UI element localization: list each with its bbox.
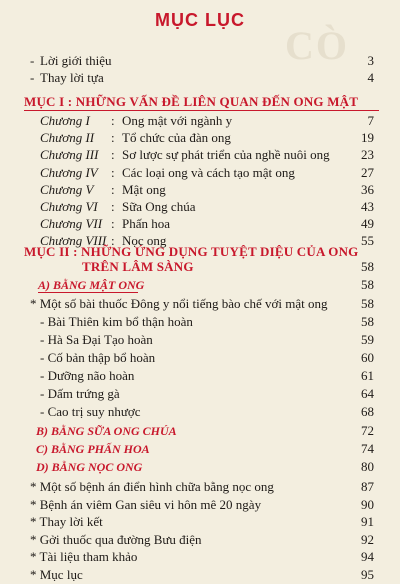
toc-entry-text: - Bài Thiên kim bổ thận hoàn: [40, 314, 193, 329]
toc-entry-page: 94: [361, 549, 374, 564]
chapter-colon: :: [111, 181, 115, 197]
page-title: MỤC LỤC: [155, 10, 245, 30]
toc-entry-text: * Tài liệu tham khảo: [30, 549, 138, 564]
toc-entry-text: Sơ lược sự phát triển của nghề nuôi ong: [122, 147, 330, 163]
chapter-label: Chương VI: [40, 199, 98, 214]
toc-entry-text: Lời giới thiệu: [40, 53, 112, 68]
toc-entry[interactable]: [0, 69, 400, 87]
toc-entry-text: Phấn hoa: [122, 216, 171, 232]
chapter-label: Chương II: [40, 130, 95, 146]
toc-entry-page: 60: [361, 350, 374, 365]
remedy-entry[interactable]: [0, 385, 400, 403]
toc-entry-page: 95: [361, 566, 374, 582]
toc-entry-page: 7: [367, 113, 374, 128]
toc-entry-page: 43: [361, 199, 374, 214]
toc-entry-page: 58: [361, 277, 374, 292]
remedy-entry[interactable]: [0, 367, 400, 385]
toc-entry-page: 49: [361, 216, 374, 232]
toc-entry-text: * Thay lời kết: [30, 514, 103, 529]
part-heading-text-2: TRÊN LÂM SÀNG: [82, 259, 194, 274]
toc-entry-page: 87: [361, 479, 374, 494]
part-heading[interactable]: [24, 244, 394, 259]
chapter-label: Chương VII: [40, 216, 103, 232]
toc-entry-page: 91: [361, 514, 374, 529]
chapter-entry[interactable]: [0, 112, 400, 130]
toc-entry-text: * Gởi thuốc qua đường Bưu điện: [30, 531, 202, 547]
toc-entry-page: 80: [361, 459, 374, 474]
toc-entry-text: - Cao trị suy nhược: [40, 404, 141, 419]
section-label: B) BẰNG SỮA ONG CHÚA: [36, 424, 177, 438]
chapter-colon: :: [111, 113, 115, 128]
toc-entry-text: * Mục lục: [30, 566, 83, 582]
toc-entry-page: 58: [361, 259, 374, 274]
part-heading-page-row: [0, 258, 400, 276]
chapter-entry[interactable]: [0, 146, 400, 164]
chapter-colon: :: [111, 199, 115, 214]
toc-entry-page: 90: [361, 496, 374, 512]
section-label: D) BẰNG NỌC ONG: [36, 460, 143, 474]
part-heading-text: MỤC I : NHỮNG VẤN ĐỀ LIÊN QUAN ĐẾN ONG MẬT: [24, 94, 359, 109]
section-underline: [38, 292, 138, 293]
remedy-entry[interactable]: [0, 349, 400, 367]
toc-entry-page: 61: [361, 368, 374, 383]
chapter-entry[interactable]: [0, 129, 400, 147]
toc-entry-page: 4: [367, 70, 374, 85]
toc-entry-text: * Một số bệnh án điển hình chữa bằng nọc ong: [30, 479, 274, 494]
toc-entry-text: - Dưỡng não hoàn: [40, 368, 135, 383]
background-watermark: CÒ: [285, 23, 349, 68]
toc-entry-page: 92: [361, 531, 374, 547]
toc-entry-text: * Một số bài thuốc Đông y nổi tiếng bào chế với mật ong: [30, 296, 328, 311]
section-entry[interactable]: [0, 440, 400, 458]
chapter-label: Chương V: [40, 181, 94, 197]
toc-entry-text: Nọc ong: [122, 233, 167, 249]
chapter-colon: :: [111, 233, 115, 249]
chapter-entry[interactable]: [0, 181, 400, 199]
toc-entry-page: 19: [361, 130, 374, 146]
toc-entry-page: 27: [361, 164, 374, 180]
toc-entry[interactable]: [0, 496, 400, 514]
toc-entry-text: Sữa Ong chúa: [122, 199, 196, 214]
chapter-entry[interactable]: [0, 215, 400, 233]
toc-entry-page: 3: [367, 53, 374, 68]
section-entry[interactable]: [0, 422, 400, 440]
chapter-label: Chương IV: [40, 164, 98, 180]
toc-entry-page: 36: [361, 181, 374, 197]
toc-entry-page: 58: [361, 296, 374, 311]
toc-entry[interactable]: [0, 52, 400, 70]
chapter-colon: :: [111, 216, 115, 232]
chapter-entry[interactable]: [0, 164, 400, 182]
toc-entry-page: 55: [361, 233, 374, 249]
heading-underline: [24, 110, 379, 111]
toc-entry-text: Ong mật với ngành y: [122, 113, 233, 128]
remedy-entry[interactable]: [0, 403, 400, 421]
toc-entry-text: - Dấm trứng gà: [40, 386, 120, 401]
part-heading[interactable]: [24, 94, 394, 109]
chapter-label: Chương VIII: [40, 233, 107, 249]
section-label: A) BẰNG MẬT ONG: [38, 278, 145, 292]
toc-entry[interactable]: [0, 566, 400, 584]
chapter-entry[interactable]: [0, 198, 400, 216]
part-heading-text: MỤC II : NHỮNG ỨNG DỤNG TUYỆT DIỆU CỦA ONG: [24, 244, 359, 259]
toc-entry-page: 68: [361, 404, 374, 419]
chapter-label: Chương III: [40, 147, 99, 163]
chapter-colon: :: [111, 164, 115, 180]
chapter-colon: :: [111, 147, 115, 163]
toc-entry[interactable]: [0, 548, 400, 566]
chapter-colon: :: [111, 130, 115, 146]
remedy-entry[interactable]: [0, 313, 400, 331]
chapter-label: Chương I: [40, 113, 90, 128]
section-label: C) BẰNG PHẤN HOA: [36, 442, 150, 456]
list-dash: -: [30, 70, 35, 85]
toc-entry-text: - Cố bản thập bổ hoàn: [40, 350, 156, 365]
toc-entry[interactable]: [0, 513, 400, 531]
remedy-entry[interactable]: [0, 331, 400, 349]
toc-entry-page: 64: [361, 386, 374, 401]
toc-entry-page: 74: [361, 441, 374, 456]
toc-entry-text: Các loại ong và cách tạo mật ong: [122, 164, 295, 180]
toc-entry-text: Tổ chức của đàn ong: [122, 130, 231, 146]
toc-entry-text: * Bệnh án viêm Gan siêu vi hôn mê 20 ngày: [30, 496, 262, 512]
toc-entry[interactable]: [0, 531, 400, 549]
toc-entry[interactable]: [0, 478, 400, 496]
list-dash: -: [30, 53, 35, 68]
toc-entry-page: 58: [361, 314, 374, 329]
section-entry[interactable]: [0, 458, 400, 476]
toc-entry-text: Mật ong: [122, 181, 166, 197]
toc-entry-page: 72: [361, 423, 374, 438]
toc-entry-text: - Hà Sa Đại Tạo hoàn: [40, 332, 153, 347]
toc-entry-text: Thay lời tựa: [40, 70, 104, 85]
toc-entry-page: 23: [361, 147, 374, 163]
toc-entry-page: 59: [361, 332, 374, 347]
toc-entry[interactable]: [0, 295, 400, 313]
